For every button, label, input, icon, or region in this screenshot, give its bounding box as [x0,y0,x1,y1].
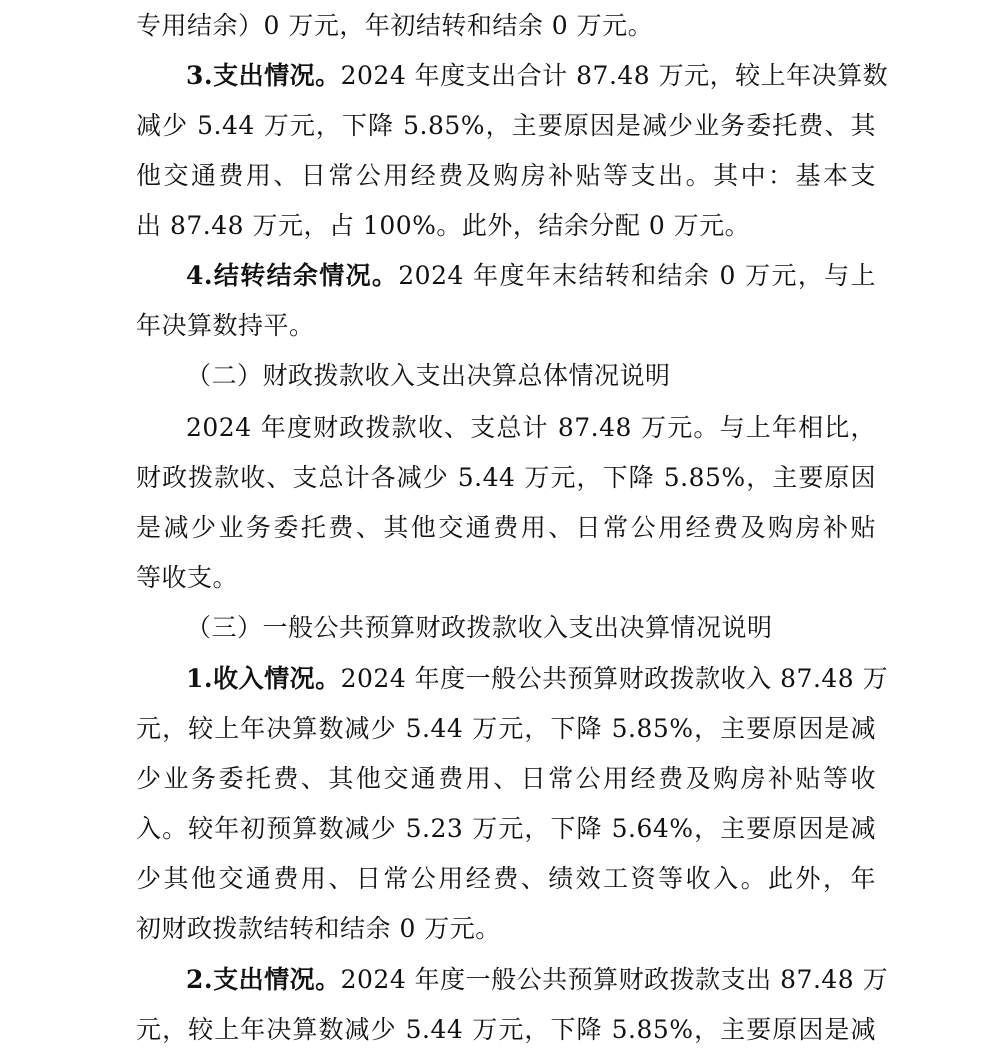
paragraph-line [136,812,876,846]
line-text: 出 87.48 万元，占 100%。此外，结余分配 0 万元。 [136,211,751,240]
paragraph-line [136,762,876,796]
section-lead: 4.结转结余情况。 [186,261,399,290]
line-text: 元，较上年决算数减少 5.44 万元，下降 5.85%，主要原因是减 [136,1015,876,1044]
line-text: 等收支。 [136,563,239,592]
line-text: 是减少业务委托费、其他交通费用、日常公用经费及购房补贴 [136,513,876,542]
section-lead: 2.支出情况。 [186,965,341,994]
line-text: 财政拨款收、支总计各减少 5.44 万元，下降 5.85%，主要原因 [136,463,876,492]
paragraph-line [136,159,876,193]
paragraph-line [136,862,876,896]
line-text: 初财政拨款结转和结余 0 万元。 [136,914,501,943]
line-text: 他交通费用、日常公用经费及购房补贴等支出。其中：基本支 [136,161,876,190]
paragraph-line [136,511,876,545]
line-text: 少业务委托费、其他交通费用、日常公用经费及购房补贴等收 [136,764,876,793]
line-text: 入。较年初预算数减少 5.23 万元，下降 5.64%，主要原因是减 [136,814,876,843]
line-text: 专用结余）0 万元，年初结转和结余 0 万元。 [136,11,654,40]
paragraph-line [136,712,876,746]
paragraph-line [136,309,876,343]
paragraph-line [136,912,876,946]
line-text: 2024 年度支出合计 87.48 万元，较上年决算数 [340,61,889,90]
line-text: 元，较上年决算数减少 5.44 万元，下降 5.85%，主要原因是减 [136,714,876,743]
paragraph-line [186,259,876,293]
line-text: 减少 5.44 万元，下降 5.85%，主要原因是减少业务委托费、其 [136,111,876,140]
line-text: 少其他交通费用、日常公用经费、绩效工资等收入。此外，年 [136,864,876,893]
paragraph-line [186,411,876,445]
paragraph-line [186,59,889,93]
line-text: 2024 年度一般公共预算财政拨款收入 87.48 万 [340,664,889,693]
paragraph-line [136,209,876,243]
heading-text: （三）一般公共预算财政拨款收入支出决算情况说明 [186,613,773,642]
line-text: 年决算数持平。 [136,311,315,340]
paragraph-line [186,963,889,997]
line-text: 2024 年度财政拨款收、支总计 87.48 万元。与上年相比， [186,413,876,442]
paragraph-line [136,109,876,143]
paragraph-line [136,461,876,495]
heading-text: （二）财政拨款收入支出决算总体情况说明 [186,361,671,390]
section-heading [186,359,876,393]
paragraph-line [136,1013,876,1047]
paragraph-line [136,561,876,595]
paragraph-line [136,9,876,43]
line-text: 2024 年度年末结转和结余 0 万元，与上 [398,261,876,290]
section-lead: 1.收入情况。 [186,664,341,693]
section-lead: 3.支出情况。 [186,61,341,90]
paragraph-line [186,662,889,696]
line-text: 2024 年度一般公共预算财政拨款支出 87.48 万 [340,965,889,994]
section-heading [186,611,876,645]
